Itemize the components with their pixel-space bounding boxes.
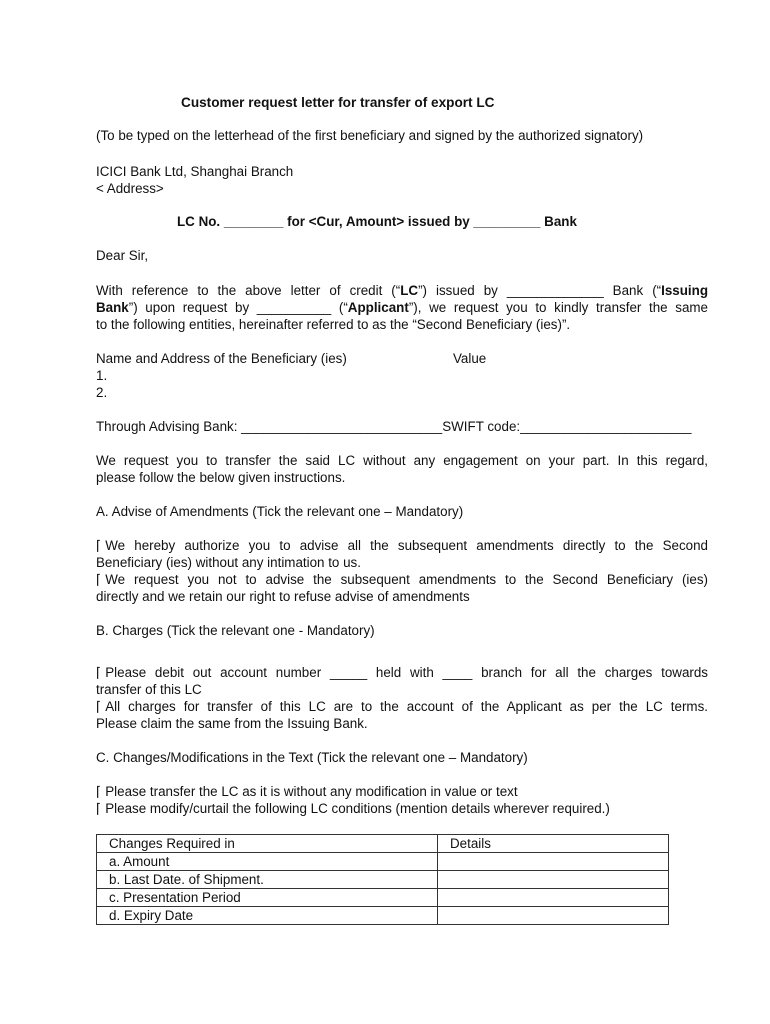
change-item: b. Last Date. of Shipment. xyxy=(97,871,438,889)
table-row xyxy=(97,889,669,907)
beneficiary-item-2: 2. xyxy=(96,385,108,400)
checkbox-icon[interactable]: ⌈ xyxy=(96,573,102,588)
section-b-option-1 xyxy=(96,664,708,682)
addressee-bank: ICICI Bank Ltd, Shanghai Branch xyxy=(96,164,294,179)
option-text: We hereby authorize you to advise all the subsequent amendments directly to the Second xyxy=(105,538,708,553)
beneficiary-header xyxy=(96,350,708,367)
beneficiary-name-label: Name and Address of the Beneficiary (ies) xyxy=(96,351,347,366)
intro-line-3: to the following entities, hereinafter referred to as the “Second Beneficiary (ies)”. xyxy=(96,317,571,332)
intro-text: ”), we request you to kindly transfer the same xyxy=(408,300,708,315)
intro-text: With reference to the above letter of credit (“ xyxy=(96,283,401,298)
change-item: c. Presentation Period xyxy=(97,889,438,907)
table-row xyxy=(97,853,669,871)
option-text: We request you not to advise the subsequent amendments to the Second Beneficiary (ies) xyxy=(105,572,708,587)
bank-term: Bank xyxy=(96,300,129,315)
table-row xyxy=(97,907,669,925)
intro-text: ”) issued by _____________ Bank (“ xyxy=(418,283,662,298)
advising-bank-line: Through Advising Bank: ___________________________SWIFT code:_______________________ xyxy=(96,419,692,434)
section-c-heading: C. Changes/Modifications in the Text (Tick the relevant one – Mandatory) xyxy=(96,750,528,765)
section-b-heading: B. Charges (Tick the relevant one - Mandatory) xyxy=(96,623,375,638)
section-a-option-2-cont: directly and we retain our right to refuse advise of amendments xyxy=(96,589,470,604)
change-item: a. Amount xyxy=(97,853,438,871)
details-cell[interactable] xyxy=(438,889,669,907)
intro-text: ”) upon request by __________ (“ xyxy=(128,300,348,315)
section-a-option-2 xyxy=(96,571,708,589)
table-header-row xyxy=(97,835,669,853)
addressee-address: < Address> xyxy=(96,181,164,196)
page-title: Customer request letter for transfer of export LC xyxy=(181,95,495,110)
checkbox-icon[interactable]: ⌈ xyxy=(96,666,102,681)
letterhead-instruction: (To be typed on the letterhead of the first beneficiary and signed by the authorized signatory) xyxy=(96,128,644,143)
issuing-term: Issuing xyxy=(661,283,708,298)
changes-table xyxy=(96,834,669,925)
intro-line-1 xyxy=(96,282,708,299)
salutation: Dear Sir, xyxy=(96,248,149,263)
section-a-option-1 xyxy=(96,537,708,555)
details-cell[interactable] xyxy=(438,907,669,925)
checkbox-icon[interactable]: ⌈ xyxy=(96,700,102,715)
option-text: Please modify/curtail the following LC conditions (mention details wherever required.) xyxy=(105,801,610,816)
section-c-option-1 xyxy=(96,783,708,801)
beneficiary-item-1: 1. xyxy=(96,368,108,383)
beneficiary-value-label: Value xyxy=(453,351,487,366)
details-cell[interactable] xyxy=(438,871,669,889)
option-text: Please debit out account number _____ held with ____ branch for all the charges towards xyxy=(105,665,708,680)
section-a-heading: A. Advise of Amendments (Tick the relevant one – Mandatory) xyxy=(96,504,464,519)
option-text: All charges for transfer of this LC are to the account of the Applicant as per the LC terms. xyxy=(105,699,708,714)
column-header-changes: Changes Required in xyxy=(97,835,438,853)
change-item: d. Expiry Date xyxy=(97,907,438,925)
column-header-details: Details xyxy=(438,835,669,853)
section-a-option-1-cont: Beneficiary (ies) without any intimation to us. xyxy=(96,555,361,570)
lc-term: LC xyxy=(400,283,419,298)
intro-line-2 xyxy=(96,299,708,316)
section-b-option-1-cont: transfer of this LC xyxy=(96,682,202,697)
checkbox-icon[interactable]: ⌈ xyxy=(96,539,102,554)
request-line-2: please follow the below given instructions. xyxy=(96,470,346,485)
applicant-term: Applicant xyxy=(347,300,409,315)
section-b-option-2-cont: Please claim the same from the Issuing Bank. xyxy=(96,716,368,731)
section-b-option-2 xyxy=(96,698,708,716)
section-c-option-2 xyxy=(96,800,708,818)
table-row xyxy=(97,871,669,889)
lc-reference-line: LC No. ________ for <Cur, Amount> issued by _________ Bank xyxy=(177,214,577,229)
checkbox-icon[interactable]: ⌈ xyxy=(96,802,102,817)
details-cell[interactable] xyxy=(438,853,669,871)
request-line-1: We request you to transfer the said LC without any engagement on your part. In this regard, xyxy=(96,453,708,468)
option-text: Please transfer the LC as it is without any modification in value or text xyxy=(105,784,518,799)
checkbox-icon[interactable]: ⌈ xyxy=(96,785,102,800)
